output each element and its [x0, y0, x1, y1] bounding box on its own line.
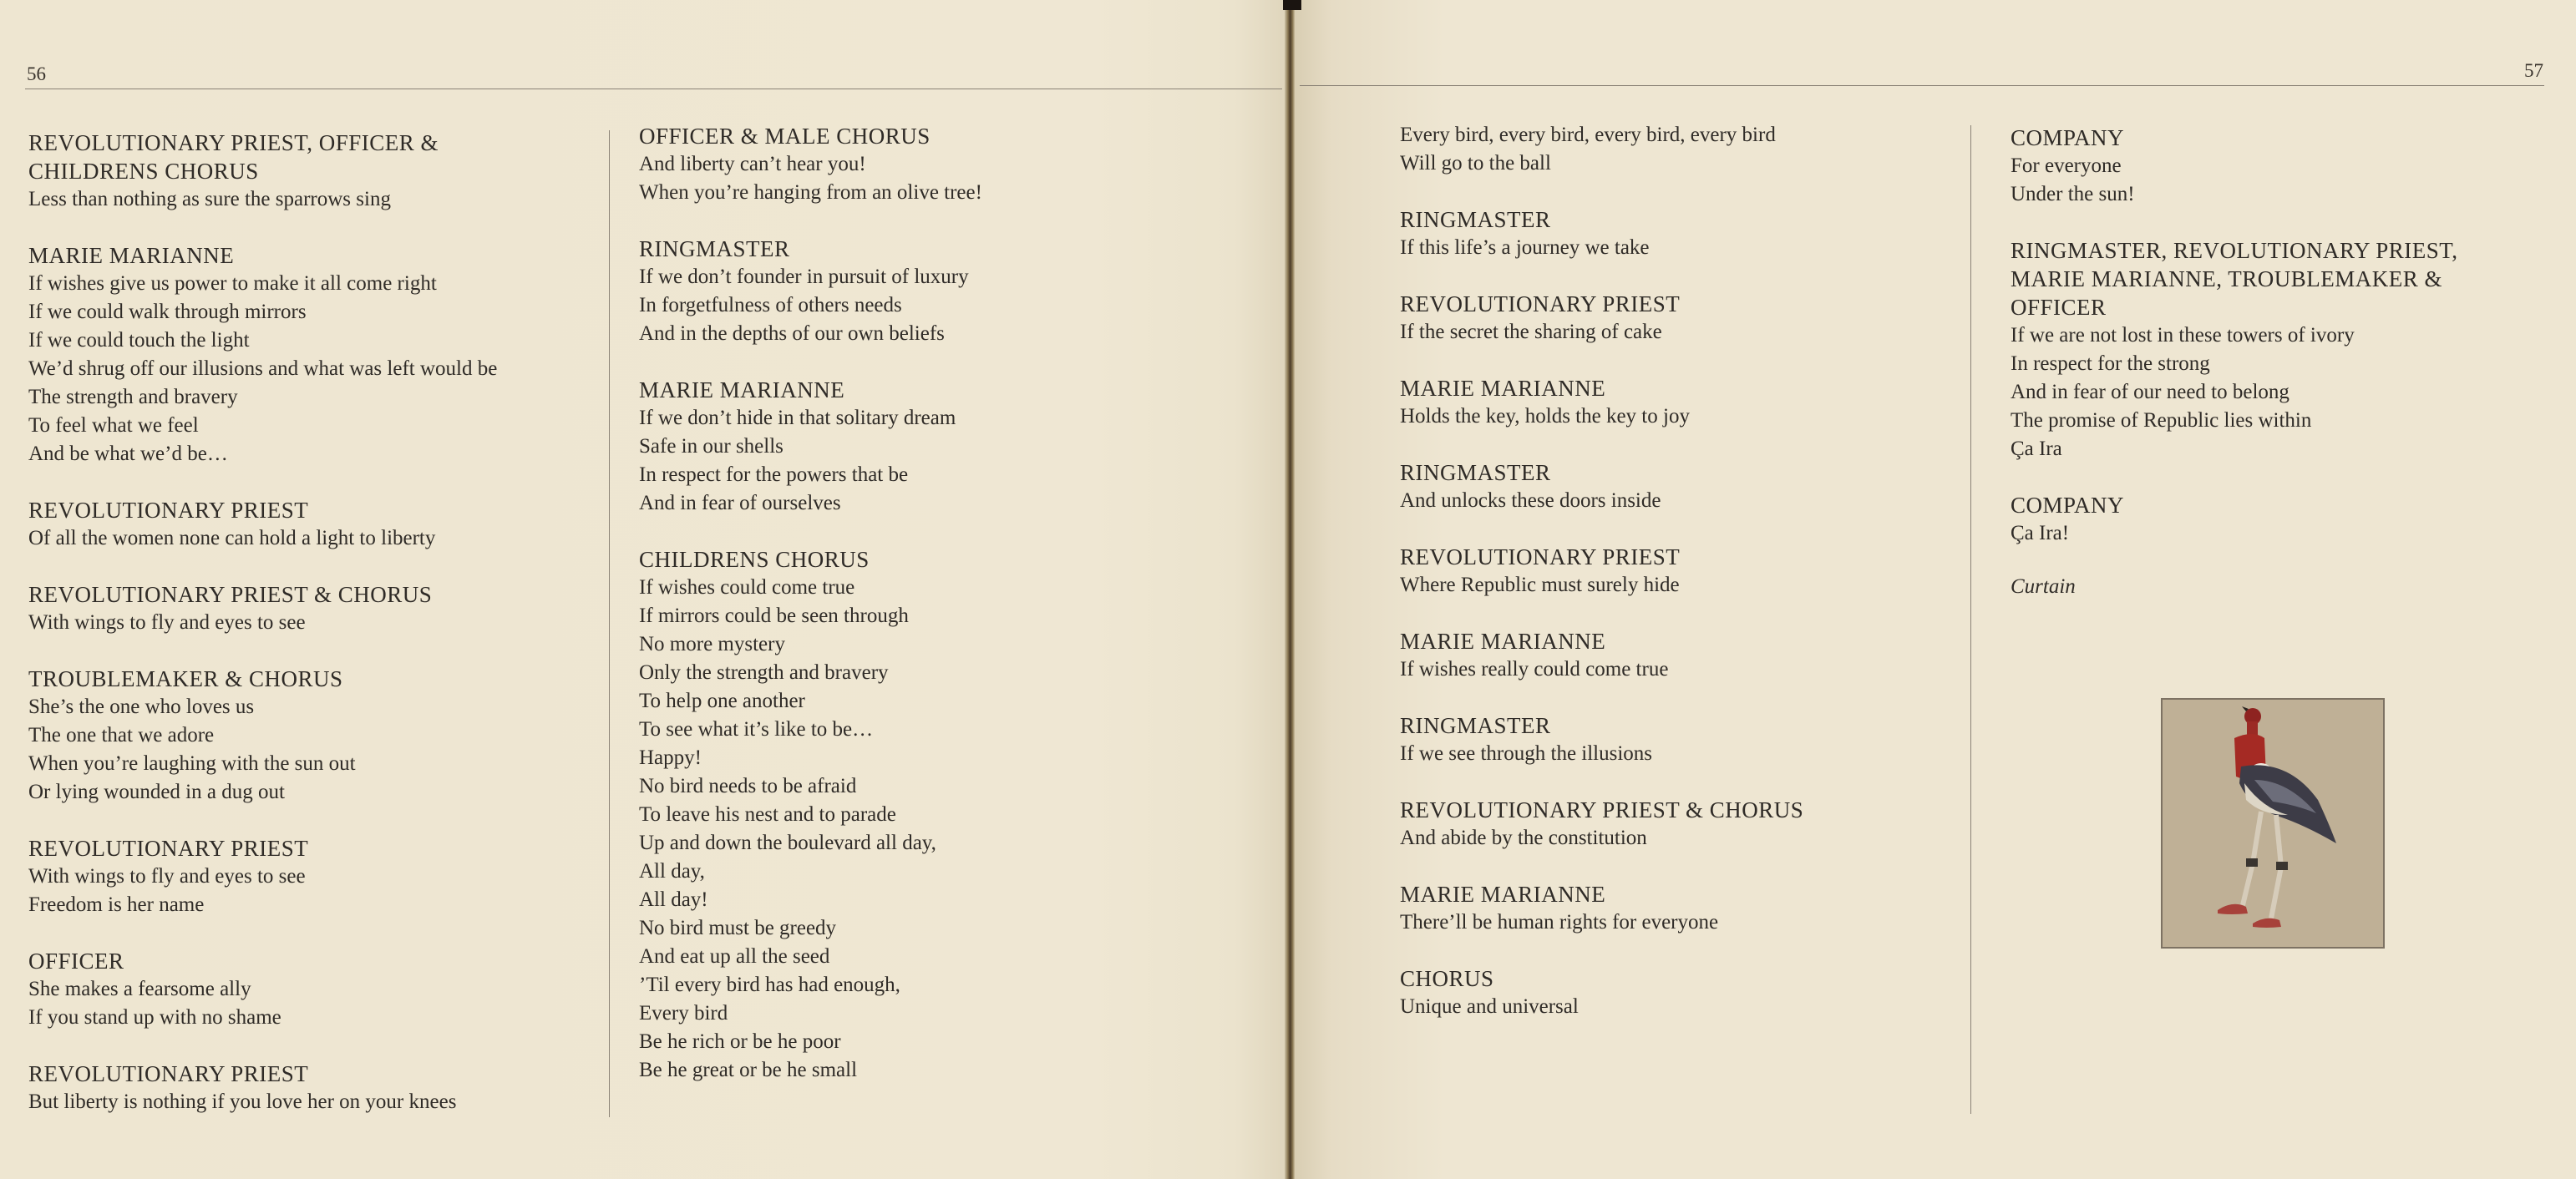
speaker-name: OFFICER: [2011, 295, 2107, 320]
speaker-block: [639, 235, 1257, 348]
lyric-line: The strength and bravery: [28, 386, 238, 408]
lyric-line: Unique and universal: [1400, 995, 1579, 1018]
book-spine: [1285, 0, 1295, 1179]
speaker-block: [28, 665, 596, 807]
speaker-name: OFFICER & MALE CHORUS: [639, 124, 931, 149]
bird-knee-right: [2276, 862, 2288, 870]
speaker-block: [1400, 374, 1951, 431]
speaker-block: [1400, 627, 1951, 684]
speaker-name: REVOLUTIONARY PRIEST & CHORUS: [1400, 797, 1804, 822]
lyric-line: Less than nothing as sure the sparrows sing: [28, 188, 391, 210]
speaker-block: [28, 947, 596, 1032]
speaker-name: CHILDRENS CHORUS: [28, 159, 259, 184]
speaker-block: [1400, 121, 1951, 178]
page-number-left: 56: [27, 63, 46, 84]
lyric-line: Or lying wounded in a dug out: [28, 781, 285, 803]
speaker-block: [28, 580, 596, 637]
lyric-line: Holds the key, holds the key to joy: [1400, 405, 1690, 428]
lyric-line: If the secret the sharing of cake: [1400, 321, 1662, 343]
lyric-line: When you’re laughing with the sun out: [28, 752, 356, 775]
lyric-line: Only the strength and bravery: [639, 661, 889, 684]
lyric-line: If wishes really could come true: [1400, 658, 1669, 681]
speaker-block: [2011, 293, 2545, 463]
speaker-block: [1400, 796, 1951, 853]
lyric-line: If we could touch the light: [28, 329, 250, 352]
speaker-block: [2011, 265, 2545, 293]
lyric-line: If you stand up with no shame: [28, 1006, 281, 1029]
speaker-block: [28, 1060, 596, 1116]
speaker-name: MARIE MARIANNE: [28, 243, 235, 268]
lyric-line: Every bird, every bird, every bird, every bird: [1400, 124, 1776, 146]
bird-leg-right: [2276, 815, 2281, 867]
lyric-line: In forgetfulness of others needs: [639, 294, 902, 316]
speaker-name: REVOLUTIONARY PRIEST: [28, 836, 309, 861]
speaker-block: [28, 157, 596, 214]
speaker-block: [1400, 290, 1951, 347]
bird-shoe-right: [2253, 918, 2281, 928]
bird-shoe-left: [2218, 904, 2248, 914]
lyric-line: Happy!: [639, 746, 702, 769]
lyric-line: All day!: [639, 888, 708, 911]
speaker-name: RINGMASTER: [1400, 207, 1551, 232]
lyric-line: With wings to fly and eyes to see: [28, 865, 306, 888]
lyric-line: To help one another: [639, 690, 805, 712]
lyric-line: And liberty can’t hear you!: [639, 153, 866, 175]
speaker-block: [1400, 964, 1951, 1021]
speaker-block: [28, 241, 596, 468]
lyric-line: The promise of Republic lies within: [2011, 409, 2312, 432]
speaker-name: RINGMASTER: [639, 236, 790, 261]
stage-direction: Curtain: [2011, 575, 2076, 598]
lyric-line: Where Republic must surely hide: [1400, 574, 1680, 596]
lyrics-column-right-2: [2011, 124, 2545, 599]
speaker-block: [1400, 205, 1951, 262]
speaker-name: REVOLUTIONARY PRIEST: [1400, 544, 1681, 569]
lyric-line: No more mystery: [639, 633, 785, 655]
speaker-block: [2011, 124, 2545, 209]
speaker-name: MARIE MARIANNE: [1400, 882, 1606, 907]
lyric-line: If we could walk through mirrors: [28, 301, 307, 323]
lyric-line: To leave his nest and to parade: [639, 803, 896, 826]
lyric-line: Every bird: [639, 1002, 728, 1025]
lyric-line: And in fear of ourselves: [639, 492, 841, 514]
lyric-line: Ça Ira: [2011, 438, 2062, 460]
lyric-line: Be he great or be he small: [639, 1059, 858, 1081]
speaker-name: REVOLUTIONARY PRIEST: [28, 498, 309, 523]
lyric-line: If we don’t hide in that solitary dream: [639, 407, 956, 429]
lyric-line: When you’re hanging from an olive tree!: [639, 181, 982, 204]
lyric-line: She’s the one who loves us: [28, 696, 255, 718]
lyric-line: If we don’t founder in pursuit of luxury: [639, 266, 969, 288]
lyric-line: To see what it’s like to be…: [639, 718, 874, 741]
speaker-name: COMPANY: [2011, 125, 2125, 150]
lyric-line: The one that we adore: [28, 724, 215, 746]
lyric-line: And abide by the constitution: [1400, 827, 1647, 849]
lyric-line: We’d shrug off our illusions and what was left would be: [28, 357, 498, 380]
lyric-line: To feel what we feel: [28, 414, 199, 437]
column-divider-left: [609, 130, 610, 1117]
lyric-line: All day,: [639, 860, 705, 883]
speaker-block: [2011, 491, 2545, 548]
lyric-line: ’Til every bird has had enough,: [639, 974, 900, 996]
bird-illustration: [2161, 698, 2385, 949]
speaker-block: [1400, 458, 1951, 515]
speaker-block: [2011, 236, 2545, 265]
speaker-block: [639, 545, 1257, 1085]
lyric-line: Be he rich or be he poor: [639, 1030, 841, 1053]
speaker-name: MARIE MARIANNE: [1400, 376, 1606, 401]
lyric-line: No bird needs to be afraid: [639, 775, 857, 797]
speaker-block: [639, 376, 1257, 518]
lyric-line: She makes a fearsome ally: [28, 978, 251, 1000]
bird-shin-left: [2243, 863, 2253, 905]
speaker-name: REVOLUTIONARY PRIEST, OFFICER &: [28, 130, 439, 155]
lyric-line: If we are not lost in these towers of ivory: [2011, 324, 2355, 347]
speaker-name: COMPANY: [2011, 493, 2125, 518]
header-rule-right: [1300, 85, 2544, 86]
lyric-line: If wishes give us power to make it all come right: [28, 272, 437, 295]
lyric-line: But liberty is nothing if you love her on your knees: [28, 1090, 457, 1113]
speaker-name: RINGMASTER: [1400, 460, 1551, 485]
bird-leg-left: [2253, 812, 2261, 863]
lyric-line: And unlocks these doors inside: [1400, 489, 1661, 512]
lyric-line: If wishes could come true: [639, 576, 855, 599]
speaker-name: MARIE MARIANNE, TROUBLEMAKER &: [2011, 266, 2443, 291]
speaker-name: MARIE MARIANNE: [1400, 629, 1606, 654]
spine-top-edge: [1283, 0, 1301, 10]
page-number-right: 57: [2524, 60, 2543, 81]
speaker-name: REVOLUTIONARY PRIEST & CHORUS: [28, 582, 433, 607]
lyric-line: And in fear of our need to belong: [2011, 381, 2289, 403]
lyric-line: And be what we’d be…: [28, 443, 228, 465]
speaker-block: [28, 834, 596, 919]
lyric-line: For everyone: [2011, 154, 2122, 177]
lyric-line: In respect for the strong: [2011, 352, 2210, 375]
speaker-name: CHILDRENS CHORUS: [639, 547, 870, 572]
lyric-line: Under the sun!: [2011, 183, 2135, 205]
speaker-block: [1400, 711, 1951, 768]
lyric-line: And in the depths of our own beliefs: [639, 322, 945, 345]
speaker-name: CHORUS: [1400, 966, 1494, 991]
lyric-line: Freedom is her name: [28, 893, 205, 916]
lyric-line: And eat up all the seed: [639, 945, 830, 968]
lyrics-column-left-1: [28, 129, 596, 1144]
lyric-line: Up and down the boulevard all day,: [639, 832, 936, 854]
lyric-line: If we see through the illusions: [1400, 742, 1653, 765]
lyric-line: Will go to the ball: [1400, 152, 1551, 175]
column-divider-right: [1970, 125, 1971, 1114]
lyric-line: If mirrors could be seen through: [639, 605, 909, 627]
lyric-line: There’ll be human rights for everyone: [1400, 911, 1719, 934]
lyric-line: Of all the women none can hold a light to liberty: [28, 527, 436, 549]
lyrics-column-right-1: [1400, 121, 1951, 1049]
bird-knee-left: [2246, 858, 2258, 867]
speaker-name: REVOLUTIONARY PRIEST: [28, 1061, 309, 1086]
speaker-name: MARIE MARIANNE: [639, 377, 845, 402]
lyric-line: Ça Ira!: [2011, 522, 2070, 544]
speaker-name: OFFICER: [28, 949, 124, 974]
lyric-line: In respect for the powers that be: [639, 463, 909, 486]
speaker-name: REVOLUTIONARY PRIEST: [1400, 291, 1681, 316]
lyrics-column-left-2: [639, 122, 1257, 1112]
speaker-block: [1400, 543, 1951, 600]
speaker-block: [28, 129, 596, 157]
speaker-name: TROUBLEMAKER & CHORUS: [28, 666, 343, 691]
lyric-line: No bird must be greedy: [639, 917, 837, 939]
speaker-name: RINGMASTER: [1400, 713, 1551, 738]
bird-shin-right: [2271, 867, 2281, 918]
lyric-line: If this life’s a journey we take: [1400, 236, 1650, 259]
lyric-line: Safe in our shells: [639, 435, 783, 458]
speaker-block: [1400, 880, 1951, 937]
speaker-name: RINGMASTER, REVOLUTIONARY PRIEST,: [2011, 238, 2458, 263]
speaker-block: [639, 122, 1257, 207]
lyric-line: With wings to fly and eyes to see: [28, 611, 306, 634]
speaker-block: [28, 496, 596, 553]
bird-figure-icon: [2163, 700, 2383, 947]
